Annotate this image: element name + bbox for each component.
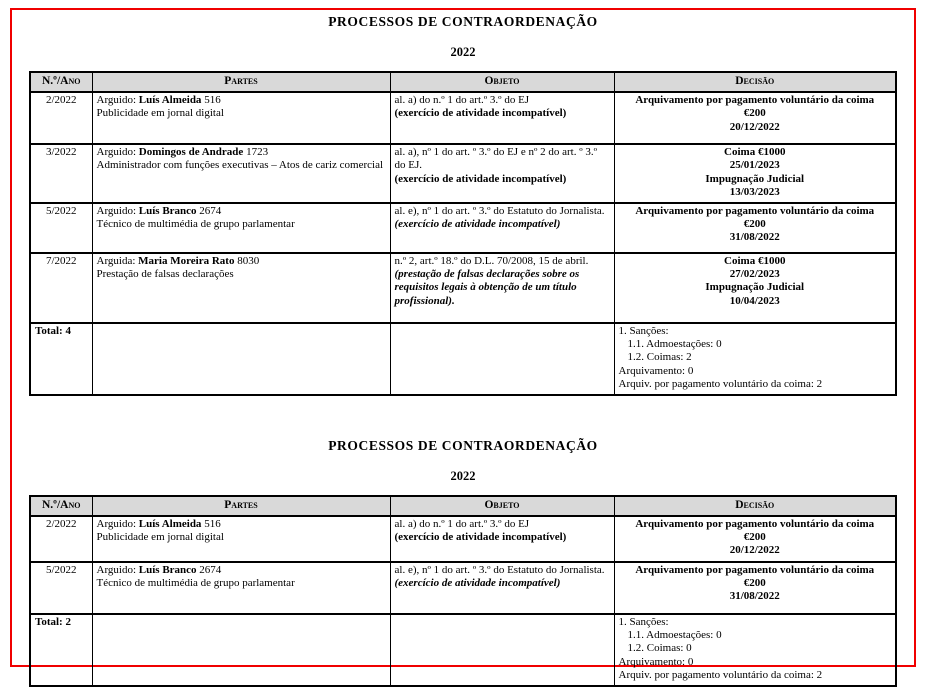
decisao-line: 13/03/2023 bbox=[729, 186, 780, 199]
sanction-line: 1.2. Coimas: 0 bbox=[627, 642, 692, 655]
cell-sanctions bbox=[614, 323, 896, 395]
processos-table bbox=[29, 495, 897, 687]
partes-desc: Administrador com funções executivas – Atos de cariz comercial bbox=[96, 159, 384, 172]
cell-num-ano: 5/2022 bbox=[30, 562, 92, 614]
objeto-note: (exercício de atividade incompatível) bbox=[394, 531, 567, 544]
cell-objeto bbox=[390, 253, 614, 323]
sanction-line: Arquiv. por pagamento voluntário da coima: 2 bbox=[618, 378, 823, 391]
sanction-line: Arquivamento: 0 bbox=[618, 364, 694, 377]
decisao-line: 10/04/2023 bbox=[729, 294, 780, 307]
partes-line: Arguido: Luís Almeida 516 bbox=[96, 517, 221, 530]
objeto-text: al. e), nº 1 do art. º 3.º do Estatuto do Jornalista. bbox=[394, 563, 605, 576]
cell-decisao bbox=[614, 203, 896, 253]
objeto-note: (exercício de atividade incompatível) bbox=[394, 172, 567, 185]
cell-objeto bbox=[390, 144, 614, 203]
partes-line: Arguido: Luís Branco 2674 bbox=[96, 204, 222, 217]
partes-desc: Técnico de multimédia de grupo parlamentar bbox=[96, 577, 295, 590]
section-year: 2022 bbox=[450, 468, 476, 483]
cell-partes bbox=[92, 92, 390, 144]
column-header-decisao: Decisão bbox=[614, 496, 896, 516]
decisao-line: €200 bbox=[743, 531, 766, 544]
cell-num-ano: 3/2022 bbox=[30, 144, 92, 203]
sanction-line: 1.1. Admoestações: 0 bbox=[627, 338, 722, 351]
table-row bbox=[30, 516, 896, 562]
decisao-line: Arquivamento por pagamento voluntário da coima bbox=[635, 94, 875, 106]
decisao-line: Coima €1000 bbox=[724, 146, 786, 158]
objeto-text: al. e), nº 1 do art. º 3.º do Estatuto do Jornalista. bbox=[394, 204, 605, 217]
decisao-line: 20/12/2022 bbox=[729, 120, 780, 133]
cell-num-ano: 5/2022 bbox=[30, 203, 92, 253]
cell-empty bbox=[390, 323, 614, 395]
column-header-decisao: Decisão bbox=[614, 72, 896, 92]
objeto-text: al. a) do n.º 1 do art.º 3.º do EJ bbox=[394, 517, 530, 530]
objeto-note: (exercício de atividade incompatível) bbox=[394, 218, 561, 231]
partes-desc: Publicidade em jornal digital bbox=[96, 531, 224, 544]
table-row bbox=[30, 253, 896, 323]
partes-desc: Publicidade em jornal digital bbox=[96, 107, 224, 120]
decisao-line: 20/12/2022 bbox=[729, 544, 780, 557]
processos-table bbox=[29, 71, 897, 396]
cell-decisao bbox=[614, 516, 896, 562]
table-row bbox=[30, 144, 896, 203]
objeto-text: n.º 2, art.º 18.º do D.L. 70/2008, 15 de abril. bbox=[394, 254, 589, 267]
cell-decisao bbox=[614, 562, 896, 614]
decisao-line: €200 bbox=[743, 107, 766, 120]
cell-objeto bbox=[390, 203, 614, 253]
decisao-line: €200 bbox=[743, 218, 766, 231]
sanction-line: 1.2. Coimas: 2 bbox=[627, 351, 692, 364]
decisao-line: Arquivamento por pagamento voluntário da coima bbox=[635, 563, 875, 576]
cell-total: Total: 2 bbox=[30, 614, 92, 686]
cell-partes bbox=[92, 203, 390, 253]
column-header-objeto: Objeto bbox=[390, 496, 614, 516]
decisao-line: 27/02/2023 bbox=[729, 268, 780, 281]
decisao-line: €200 bbox=[743, 577, 766, 590]
table-row bbox=[30, 92, 896, 144]
sanction-line: Arquiv. por pagamento voluntário da coima: 2 bbox=[618, 669, 823, 682]
decisao-line: Coima €1000 bbox=[724, 254, 786, 267]
contraordenacao-section-2022-summary bbox=[0, 438, 926, 687]
partes-desc: Prestação de falsas declarações bbox=[96, 268, 234, 281]
decisao-line: Arquivamento por pagamento voluntário da coima bbox=[635, 517, 875, 530]
column-header-num-ano: N.º/Ano bbox=[30, 72, 92, 92]
table-row bbox=[30, 203, 896, 253]
cell-partes bbox=[92, 516, 390, 562]
cell-empty bbox=[92, 323, 390, 395]
column-header-objeto: Objeto bbox=[390, 72, 614, 92]
partes-line: Arguido: Domingos de Andrade 1723 bbox=[96, 146, 269, 158]
cell-decisao bbox=[614, 92, 896, 144]
cell-decisao bbox=[614, 144, 896, 203]
sanction-line: Arquivamento: 0 bbox=[618, 655, 694, 668]
cell-num-ano: 2/2022 bbox=[30, 516, 92, 562]
header-row bbox=[30, 72, 896, 92]
table-row bbox=[30, 562, 896, 614]
objeto-note: (exercício de atividade incompatível) bbox=[394, 107, 567, 120]
decisao-line: 31/08/2022 bbox=[729, 231, 780, 244]
section-title: PROCESSOS DE CONTRAORDENAÇÃO bbox=[328, 14, 598, 29]
decisao-line: 25/01/2023 bbox=[729, 159, 780, 172]
partes-line: Arguida: Maria Moreira Rato 8030 bbox=[96, 254, 260, 267]
cell-decisao bbox=[614, 253, 896, 323]
cell-partes bbox=[92, 562, 390, 614]
cell-objeto bbox=[390, 562, 614, 614]
sanction-line: 1.1. Admoestações: 0 bbox=[627, 629, 722, 642]
column-header-partes: Partes bbox=[92, 496, 390, 516]
section-year: 2022 bbox=[450, 45, 476, 59]
objeto-text: al. a), nº 1 do art. º 3.º do EJ e nº 2 do art. º 3.º do EJ. bbox=[394, 146, 598, 172]
cell-objeto bbox=[390, 516, 614, 562]
objeto-note: (exercício de atividade incompatível) bbox=[394, 577, 561, 590]
cell-num-ano: 2/2022 bbox=[30, 92, 92, 144]
decisao-line: 31/08/2022 bbox=[729, 590, 780, 603]
cell-partes bbox=[92, 144, 390, 203]
objeto-text: al. a) do n.º 1 do art.º 3.º do EJ bbox=[394, 94, 530, 106]
contraordenacao-section-2022-full bbox=[0, 14, 926, 396]
cell-num-ano: 7/2022 bbox=[30, 253, 92, 323]
column-header-num-ano: N.º/Ano bbox=[30, 496, 92, 516]
sanction-line: 1. Sanções: bbox=[618, 615, 669, 628]
objeto-note: (prestação de falsas declarações sobre os requisitos legais à obtenção de um título profissional). bbox=[394, 268, 580, 307]
section-title: PROCESSOS DE CONTRAORDENAÇÃO bbox=[328, 437, 598, 453]
header-row bbox=[30, 496, 896, 516]
cell-objeto bbox=[390, 92, 614, 144]
decisao-line: Impugnação Judicial bbox=[705, 281, 805, 294]
partes-line: Arguido: Luís Almeida 516 bbox=[96, 94, 221, 106]
sanction-line: 1. Sanções: bbox=[618, 324, 669, 337]
cell-total: Total: 4 bbox=[30, 323, 92, 395]
decisao-line: Impugnação Judicial bbox=[705, 172, 805, 185]
decisao-line: Arquivamento por pagamento voluntário da coima bbox=[635, 204, 875, 217]
cell-partes bbox=[92, 253, 390, 323]
partes-desc: Técnico de multimédia de grupo parlamentar bbox=[96, 218, 295, 231]
total-row bbox=[30, 323, 896, 395]
column-header-partes: Partes bbox=[92, 72, 390, 92]
partes-line: Arguido: Luís Branco 2674 bbox=[96, 563, 222, 576]
